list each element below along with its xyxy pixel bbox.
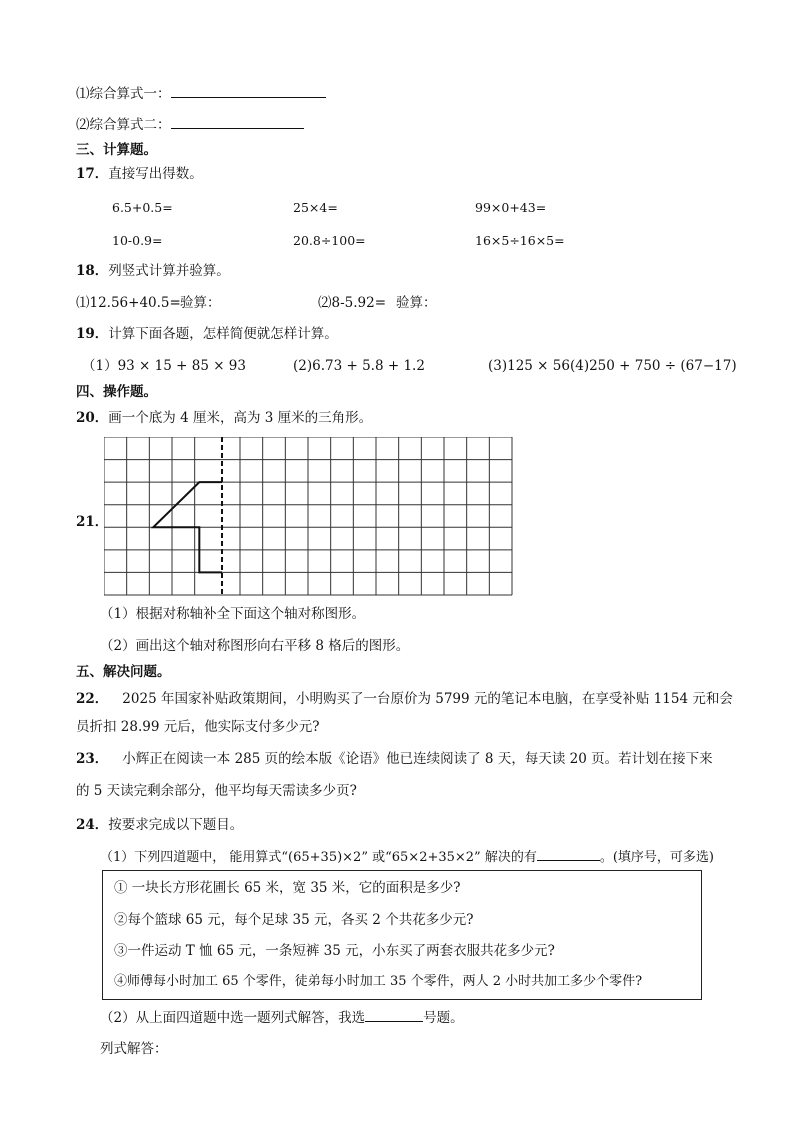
answer-label: 列式解答： bbox=[100, 1041, 168, 1057]
q21-sub-1: （1）根据对称轴补全下面这个轴对称图形。 bbox=[100, 606, 366, 622]
option-3: ③一件运动 T 恤 65 元，一条短裤 35 元，小东买了两套衣服共花多少元? bbox=[114, 943, 555, 959]
q18-line bbox=[76, 262, 230, 280]
q20-line bbox=[76, 409, 372, 427]
q18-check-1: 验算： bbox=[180, 295, 221, 311]
formula-1-label: ⑴综合算式一： bbox=[76, 86, 171, 102]
q18-check-2: 验算： bbox=[396, 295, 437, 311]
q24-sub-1-text-b: 。(填序号，可多选) bbox=[599, 850, 714, 865]
q24-text: 按要求完成以下题目。 bbox=[108, 817, 244, 833]
formula-line-2 bbox=[76, 114, 304, 134]
q17-item-6: 16×5÷16×5= bbox=[475, 233, 565, 248]
q22-text-2: 员折扣 28.99 元后，他实际支付多少元? bbox=[76, 719, 320, 735]
q21-number: 21． bbox=[76, 514, 109, 530]
q18-number: 18． bbox=[76, 263, 109, 279]
formula-1-blank[interactable] bbox=[171, 83, 326, 98]
option-2: ②每个篮球 65 元，每个足球 35 元，各买 2 个共花多少元? bbox=[114, 912, 474, 928]
q19-item-1: （1）93 × 15 + 85 × 93 bbox=[82, 358, 246, 374]
q17-number: 17． bbox=[76, 166, 109, 182]
q18-item-2: ⑵8-5.92= bbox=[318, 295, 387, 311]
section-3-title: 三、计算题。 bbox=[76, 142, 157, 158]
q22-text-1: 2025 年国家补贴政策期间，小明购买了一台原价为 5799 元的笔记本电脑，在享受补贴 1154 元和会 bbox=[122, 691, 733, 707]
q24-sub-1-blank[interactable] bbox=[537, 846, 600, 861]
q20-number: 20． bbox=[76, 410, 109, 426]
option-4: ④师傅每小时加工 65 个零件，徒弟每小时加工 35 个零件，两人 2 小时共加工多少个零件? bbox=[114, 974, 643, 989]
q24-line bbox=[76, 816, 243, 834]
formula-2-label: ⑵综合算式二： bbox=[76, 117, 171, 133]
q24-sub-2-blank[interactable] bbox=[365, 1007, 423, 1022]
q24-sub-2 bbox=[100, 1007, 464, 1027]
q19-number: 19． bbox=[76, 326, 109, 342]
q23-text-2: 的 5 天读完剩余部分，他平均每天需读多少页? bbox=[76, 783, 357, 799]
q17-item-1: 6.5+0.5= bbox=[112, 200, 173, 215]
q19-text: 计算下面各题，怎样简便就怎样计算。 bbox=[108, 326, 338, 342]
q23-line-1 bbox=[76, 750, 713, 768]
q20-text: 画一个底为 4 厘米，高为 3 厘米的三角形。 bbox=[108, 410, 373, 426]
q17-item-4: 10-0.9= bbox=[112, 233, 163, 248]
q18-text: 列竖式计算并验算。 bbox=[108, 263, 230, 279]
option-1: ① 一块长方形花圃长 65 米，宽 35 米，它的面积是多少? bbox=[114, 880, 461, 896]
q24-sub-2-text-b: 号题。 bbox=[423, 1010, 464, 1026]
q19-item-2: (2)6.73 + 5.8 + 1.2 bbox=[293, 358, 425, 374]
q23-text-1: 小辉正在阅读一本 285 页的绘本版《论语》他已连续阅读了 8 天，每天读 20 页。若计划在接下来 bbox=[122, 751, 713, 767]
q17-text: 直接写出得数。 bbox=[108, 166, 203, 182]
q18-item-1: ⑴12.56+40.5= bbox=[76, 295, 181, 311]
q19-line bbox=[76, 325, 338, 343]
q21-sub-2: （2）画出这个轴对称图形向右平移 8 格后的图形。 bbox=[100, 638, 410, 654]
q23-number: 23． bbox=[76, 751, 109, 767]
q22-number: 22． bbox=[76, 691, 109, 707]
section-5-title: 五、解决问题。 bbox=[76, 664, 171, 680]
q22-line-1 bbox=[76, 690, 733, 708]
q17-line bbox=[76, 165, 203, 183]
q19-item-3: (3)125 × 56(4)250 + 750 ÷ (67−17) bbox=[488, 358, 737, 374]
q17-item-3: 99×0+43= bbox=[475, 200, 547, 215]
q24-sub-1-text-a: （1）下列四道题中， 能用算式“(65+35)×2” 或“65×2+35×2” 解决的有 bbox=[100, 850, 537, 865]
formula-line-1 bbox=[76, 83, 326, 103]
q24-sub-2-text-a: （2）从上面四道题中选一题列式解答，我选 bbox=[100, 1010, 366, 1026]
q24-sub-1 bbox=[100, 846, 714, 867]
q17-item-5: 20.8÷100= bbox=[293, 233, 366, 248]
q24-number: 24． bbox=[76, 817, 109, 833]
section-4-title: 四、操作题。 bbox=[76, 384, 157, 400]
formula-2-blank[interactable] bbox=[171, 114, 304, 129]
q17-item-2: 25×4= bbox=[293, 200, 338, 215]
symmetry-grid[interactable] bbox=[104, 437, 514, 597]
